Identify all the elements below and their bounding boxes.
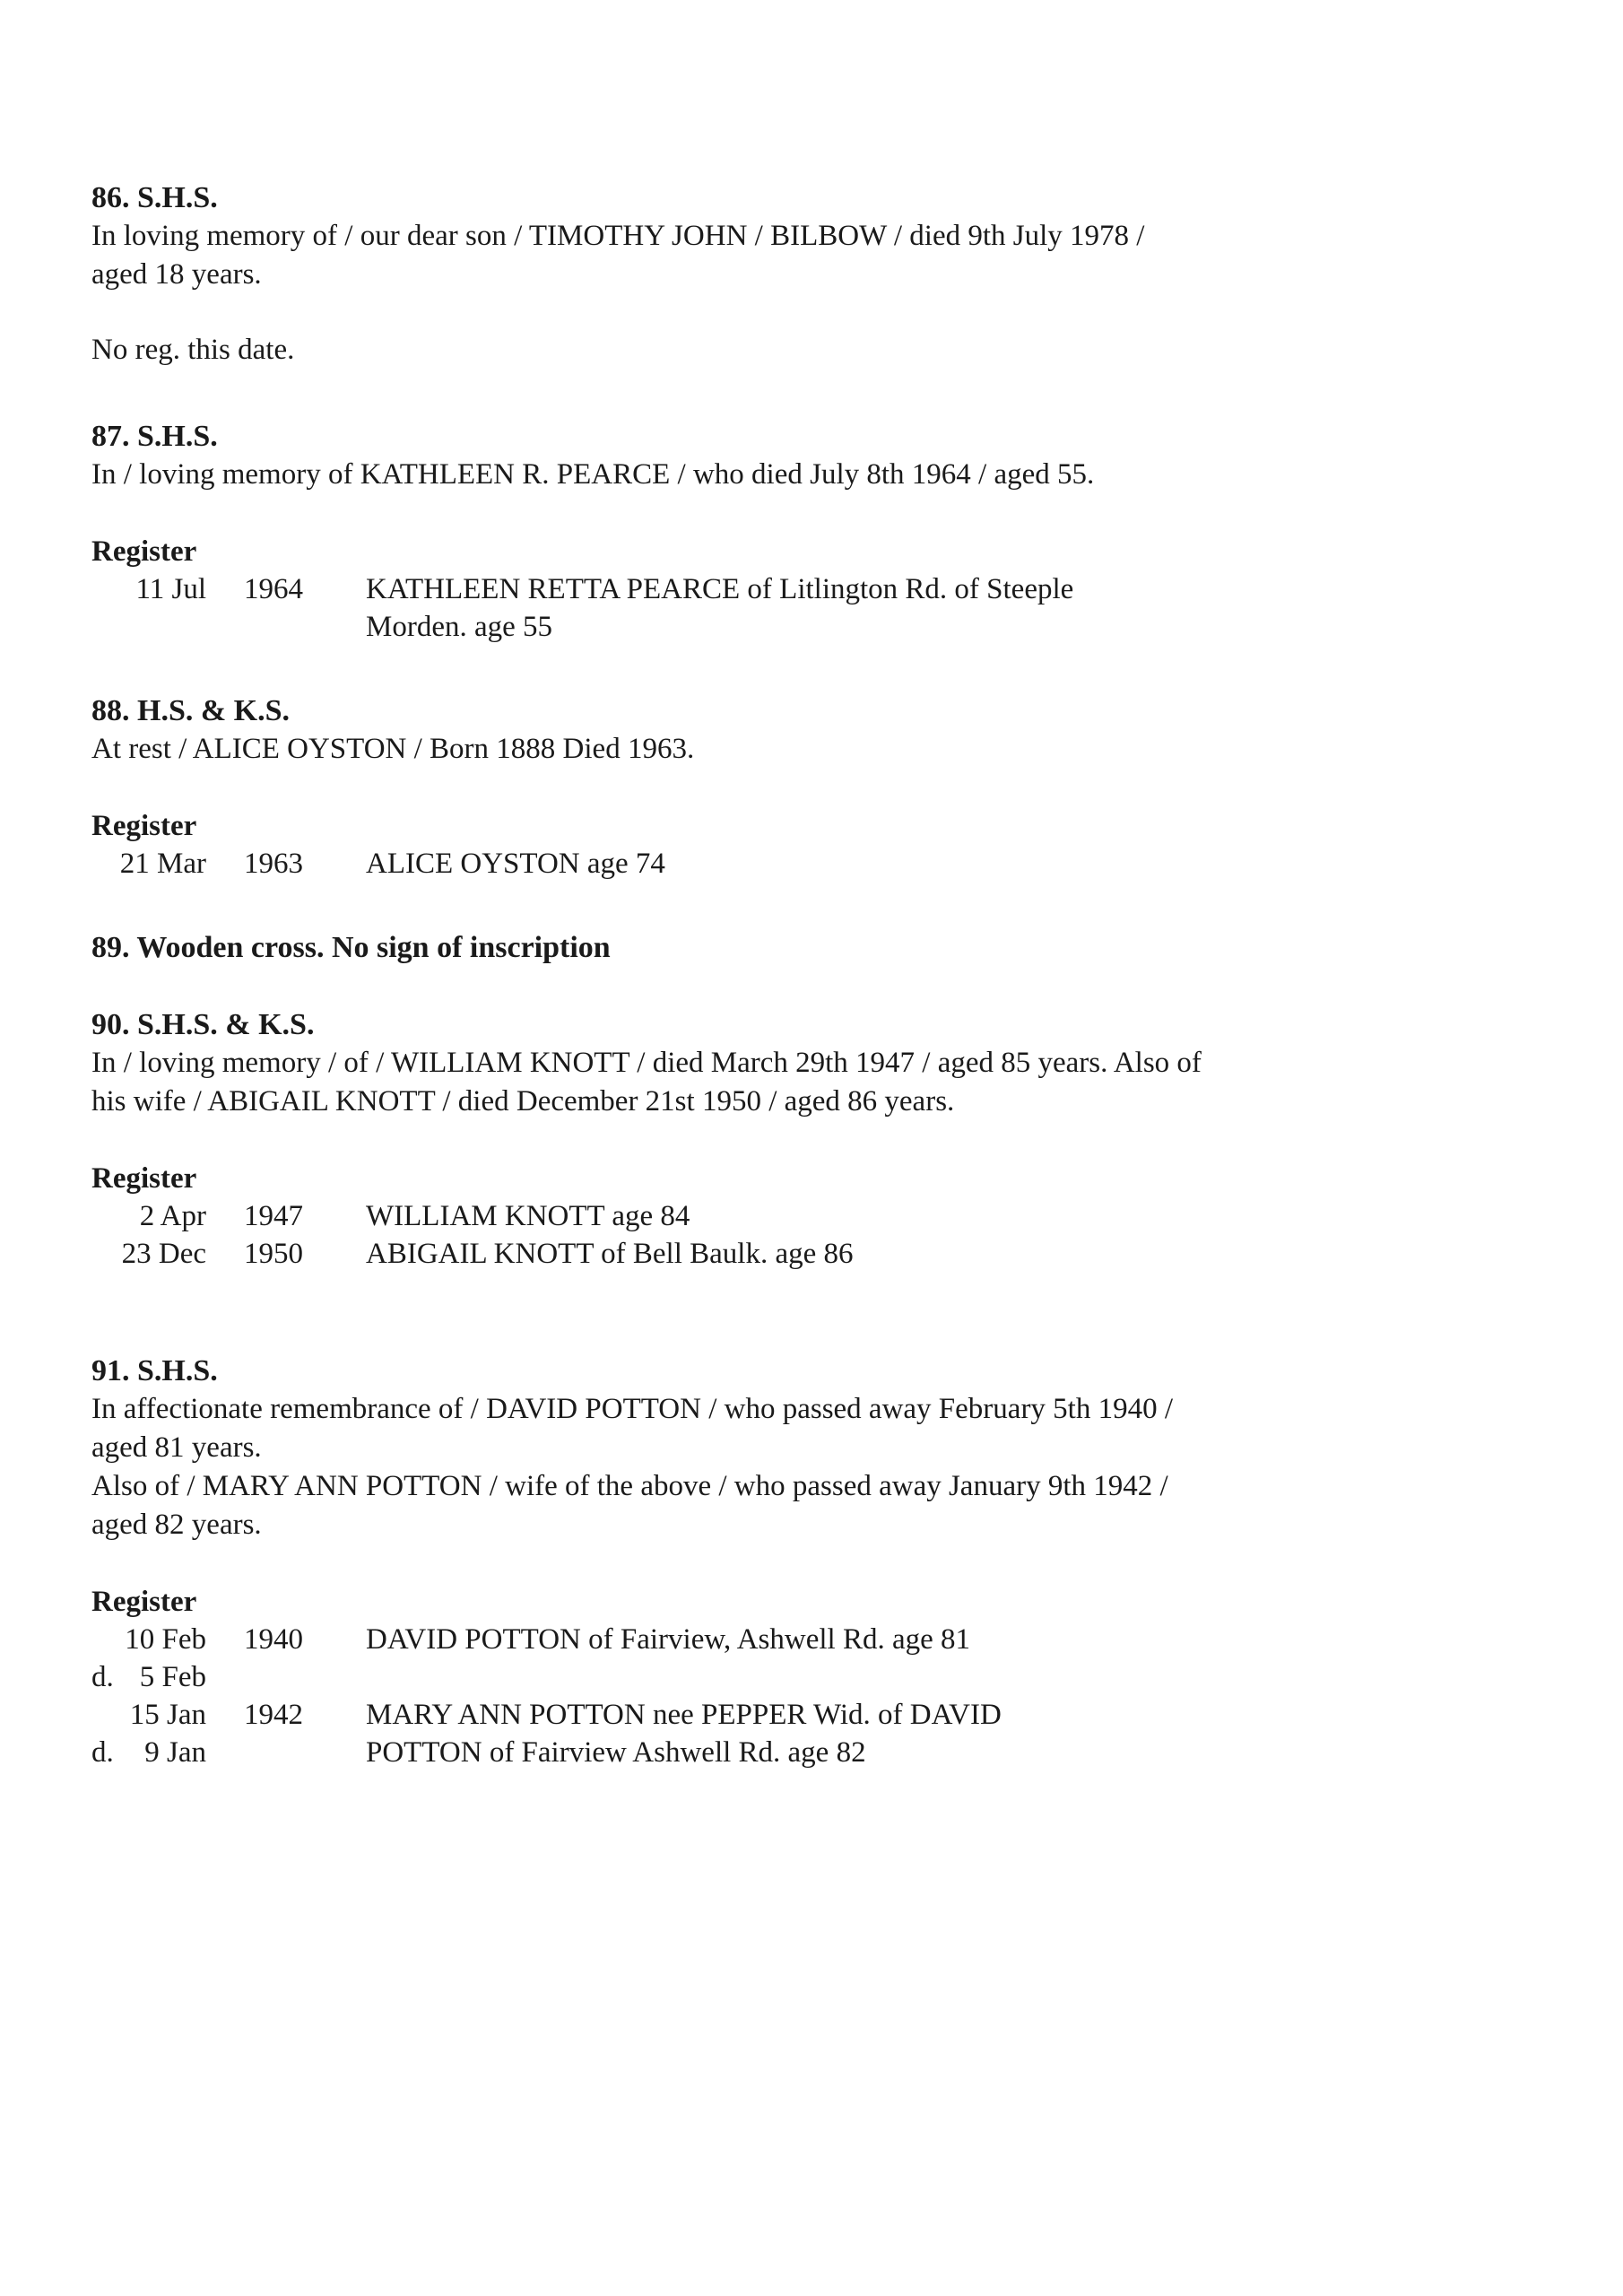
register-date: 9 Jan (144, 1736, 206, 1769)
inscription-line: Also of / MARY ANN POTTON / wife of the above / who passed away January 9th 1942 / (91, 1470, 1168, 1502)
register-row (91, 1734, 1347, 1771)
register-label: Register (91, 1162, 197, 1195)
entry-86 (91, 179, 1347, 370)
register-date: 2 Apr (139, 1200, 206, 1232)
register-prefix: d. (91, 1661, 114, 1693)
register-text: ALICE OYSTON age 74 (366, 848, 665, 880)
register-text: POTTON of Fairview Ashwell Rd. age 82 (366, 1736, 866, 1769)
register-date: 10 Feb (125, 1623, 206, 1656)
entry-91 (91, 1352, 1347, 1771)
inscription-line: In loving memory of / our dear son / TIMOTHY JOHN / BILBOW / died 9th July 1978 / (91, 220, 1145, 252)
inscription-line: aged 82 years. (91, 1509, 262, 1541)
register-date: 23 Dec (121, 1238, 206, 1270)
register-date: 5 Feb (139, 1661, 206, 1693)
register-label: Register (91, 535, 197, 568)
register-year: 1942 (244, 1699, 303, 1731)
register-row (91, 1235, 1347, 1273)
entry-89 (91, 929, 1347, 967)
entry-heading: 88. H.S. & K.S. (91, 694, 291, 727)
entry-87 (91, 418, 1347, 646)
register-year: 1947 (244, 1200, 303, 1232)
register-note: No reg. this date. (91, 334, 295, 366)
register-year: 1963 (244, 848, 303, 880)
register-text: KATHLEEN RETTA PEARCE of Litlington Rd. of Steeple (366, 573, 1074, 605)
register-prefix: d. (91, 1736, 114, 1769)
inscription-line: In / loving memory of KATHLEEN R. PEARCE / who died July 8th 1964 / aged 55. (91, 458, 1095, 491)
entry-heading: 87. S.H.S. (91, 420, 218, 453)
register-row (91, 570, 1347, 608)
register-text: Morden. age 55 (366, 611, 553, 643)
register-year: 1940 (244, 1623, 303, 1656)
entry-heading: 89. Wooden cross. No sign of inscription (91, 931, 611, 964)
register-row (91, 1197, 1347, 1235)
inscription-line: aged 18 years. (91, 258, 262, 291)
register-text: ABIGAIL KNOTT of Bell Baulk. age 86 (366, 1238, 854, 1270)
entry-88 (91, 692, 1347, 883)
register-date: 15 Jan (129, 1699, 206, 1731)
entry-90 (91, 1006, 1347, 1273)
register-label: Register (91, 1586, 197, 1618)
inscription-line: At rest / ALICE OYSTON / Born 1888 Died 1963. (91, 733, 695, 765)
inscription-line: In affectionate remembrance of / DAVID POTTON / who passed away February 5th 1940 / (91, 1393, 1174, 1425)
register-year: 1964 (244, 573, 303, 605)
register-text: WILLIAM KNOTT age 84 (366, 1200, 690, 1232)
register-date: 11 Jul (135, 573, 206, 605)
register-row (91, 845, 1347, 883)
register-row (91, 1658, 1347, 1696)
register-text: DAVID POTTON of Fairview, Ashwell Rd. age 81 (366, 1623, 971, 1656)
register-row (91, 1621, 1347, 1658)
register-year: 1950 (244, 1238, 303, 1270)
register-text: MARY ANN POTTON nee PEPPER Wid. of DAVID (366, 1699, 1002, 1731)
register-date: 21 Mar (119, 848, 206, 880)
register-label: Register (91, 810, 197, 842)
entry-heading: 90. S.H.S. & K.S. (91, 1008, 315, 1041)
entry-heading: 86. S.H.S. (91, 181, 218, 214)
inscription-line: aged 81 years. (91, 1431, 262, 1464)
register-row (91, 608, 1347, 646)
inscription-line: In / loving memory / of / WILLIAM KNOTT / died March 29th 1947 / aged 85 years. Also of (91, 1047, 1202, 1079)
register-row (91, 1696, 1347, 1734)
entry-heading: 91. S.H.S. (91, 1354, 218, 1387)
inscription-line: his wife / ABIGAIL KNOTT / died December 21st 1950 / aged 86 years. (91, 1085, 955, 1118)
